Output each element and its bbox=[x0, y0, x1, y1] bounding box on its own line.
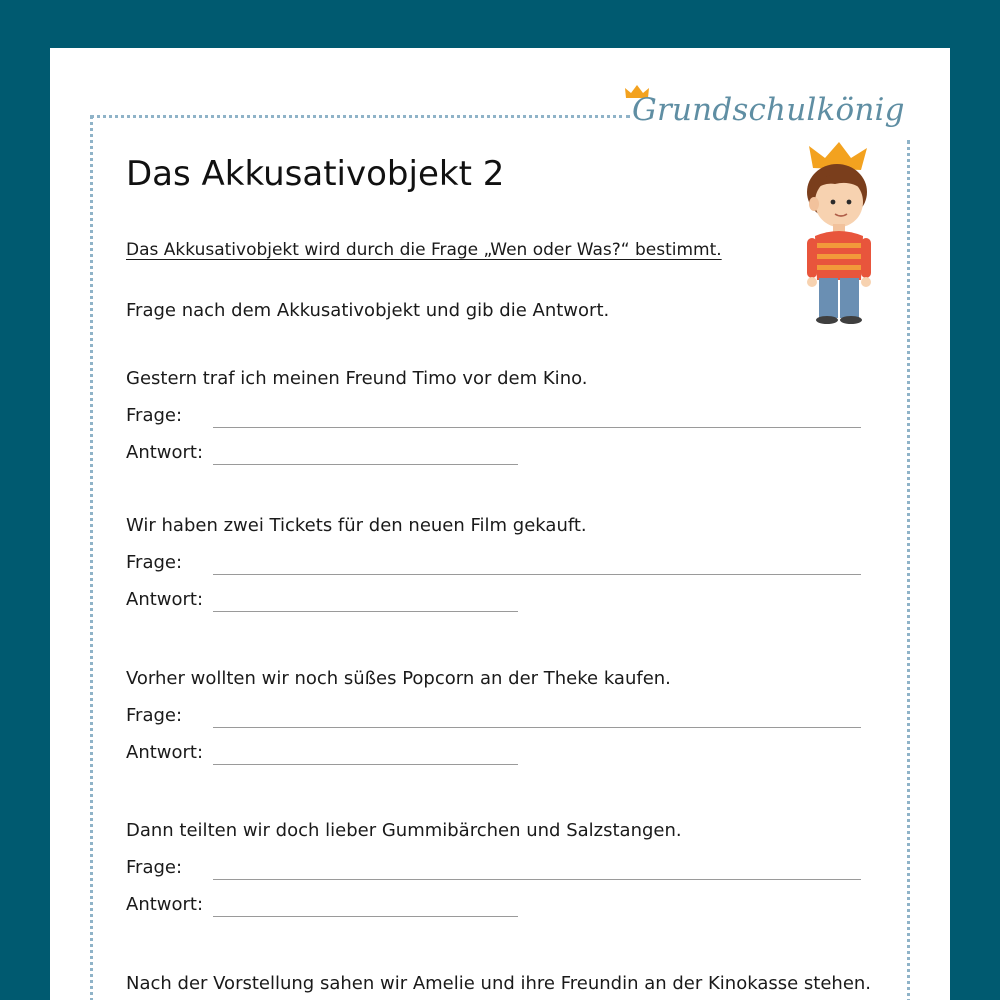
question-label: Frage: bbox=[126, 705, 183, 726]
exercise-sentence: Gestern traf ich meinen Freund Timo vor dem Kino. bbox=[126, 368, 588, 389]
answer-label: Antwort: bbox=[126, 742, 204, 763]
answer-line[interactable] bbox=[213, 464, 518, 465]
question-answer-line[interactable] bbox=[213, 727, 861, 728]
rule-text: Das Akkusativobjekt wird durch die Frage „Wen oder Was?“ bestimmt. bbox=[126, 240, 722, 260]
answer-label: Antwort: bbox=[126, 589, 204, 610]
question-answer-line[interactable] bbox=[213, 574, 861, 575]
question-answer-line[interactable] bbox=[213, 427, 861, 428]
boy-mascot-icon bbox=[795, 140, 885, 325]
exercise-sentence: Nach der Vorstellung sahen wir Amelie und ihre Freundin an der Kinokasse stehen. bbox=[126, 973, 872, 994]
exercise-sentence: Wir haben zwei Tickets für den neuen Film gekauft. bbox=[126, 515, 587, 536]
brand-logo: Grundschulkönig bbox=[632, 92, 905, 128]
answer-row bbox=[126, 578, 866, 615]
question-label: Frage: bbox=[126, 405, 183, 426]
frame-border-top bbox=[90, 115, 630, 118]
page-title: Das Akkusativobjekt 2 bbox=[126, 154, 505, 194]
answer-row bbox=[126, 431, 866, 468]
answer-line[interactable] bbox=[213, 916, 518, 917]
worksheet-page bbox=[50, 48, 950, 1000]
question-row bbox=[126, 846, 866, 883]
exercise-4 bbox=[126, 820, 866, 920]
answer-line[interactable] bbox=[213, 764, 518, 765]
question-row bbox=[126, 541, 866, 578]
frame-border-right bbox=[907, 140, 910, 1000]
question-row bbox=[126, 694, 866, 731]
exercise-sentence: Dann teilten wir doch lieber Gummibärchen und Salzstangen. bbox=[126, 820, 682, 841]
answer-row bbox=[126, 731, 866, 768]
exercise-3 bbox=[126, 668, 866, 768]
question-label: Frage: bbox=[126, 857, 183, 878]
question-answer-line[interactable] bbox=[213, 879, 861, 880]
answer-label: Antwort: bbox=[126, 442, 204, 463]
question-row bbox=[126, 394, 866, 431]
question-label: Frage: bbox=[126, 552, 183, 573]
answer-row bbox=[126, 883, 866, 920]
exercise-2 bbox=[126, 515, 866, 615]
exercise-1 bbox=[126, 368, 866, 468]
answer-line[interactable] bbox=[213, 611, 518, 612]
task-instruction: Frage nach dem Akkusativobjekt und gib die Antwort. bbox=[126, 300, 610, 321]
exercise-5 bbox=[126, 973, 872, 999]
answer-label: Antwort: bbox=[126, 894, 204, 915]
frame-border-left bbox=[90, 115, 93, 1000]
exercise-sentence: Vorher wollten wir noch süßes Popcorn an der Theke kaufen. bbox=[126, 668, 671, 689]
